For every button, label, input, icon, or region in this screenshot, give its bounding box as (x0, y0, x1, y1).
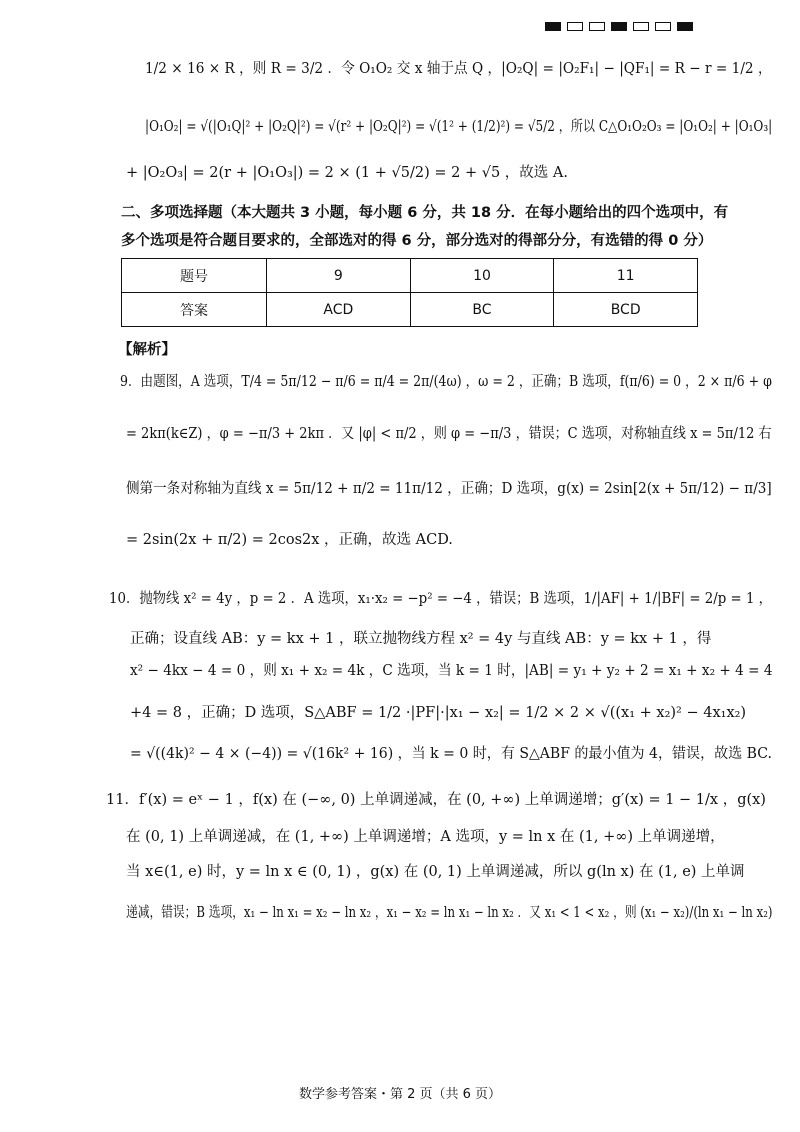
question-number: 9 (267, 259, 411, 293)
q10-line: 正确；设直线 AB：y = kx + 1 ，联立抛物线方程 x² = 4y 与直线 AB：y = kx + 1 ，得 (130, 631, 712, 647)
answer-cell: ACD (267, 293, 411, 327)
q9-line: = 2kπ(k∈Z) ，φ = −π/3 + 2kπ ．又 |φ| < π/2 ，则 φ = −π/3 ，错误；C 选项，对称轴直线 x = 5π/12 右 (126, 426, 772, 442)
q10-line: = √((4k)² − 4 × (−4)) = √(16k² + 16) ，当 k = 0 时，有 S△ABF 的最小值为 4，错误，故选 BC. (130, 746, 772, 762)
answer-cell: BC (410, 293, 554, 327)
question-number: 10 (410, 259, 554, 293)
analysis-label: 【解析】 (118, 342, 176, 358)
corner-mark (633, 22, 649, 31)
section2-title: 多个选项是符合题目要求的，全部选对的得 6 分，部分选对的得部分分，有选错的得 0 分） (121, 233, 713, 249)
q11-line: 递减，错误；B 选项，x₁ − ln x₁ = x₂ − ln x₂ ，x₁ − x₂ = ln x₁ − ln x₂ ．又 x₁ < 1 < x₂ ，则 (x₁ − x₂)/(ln x₁ − ln x₂) (126, 905, 773, 921)
q9-line: 侧第一条对称轴为直线 x = 5π/12 + π/2 = 11π/12 ，正确；D 选项，g(x) = 2sin[2(x + 5π/12) − π/3] (126, 481, 772, 497)
section2-title: 二、多项选择题（本大题共 3 小题，每小题 6 分，共 18 分．在每小题给出的四个选项中，有 (121, 205, 729, 221)
table-row (122, 259, 698, 293)
corner-mark (611, 22, 627, 31)
corner-mark (545, 22, 561, 31)
q9-line: 9．由题图，A 选项，T/4 = 5π/12 − π/6 = π/4 = 2π/(4ω) ，ω = 2 ，正确；B 选项，f(π/6) = 0 ，2 × π/6 + φ (120, 374, 772, 390)
corner-mark (589, 22, 605, 31)
intro-line: 1/2 × 16 × R ，则 R = 3/2 ．令 O₁O₂ 交 x 轴于点 Q ，|O₂Q| = |O₂F₁| − |QF₁| = R − r = 1/2 ， (145, 61, 772, 77)
corner-mark (655, 22, 671, 31)
intro-line: |O₁O₂| = √(|O₁Q|² + |O₂Q|²) = √(r² + |O₂Q|²) = √(1² + (1/2)²) = √5/2 ，所以 C△O₁O₂O₃ = |O₁O₂| + |O₁O₃| (145, 119, 773, 135)
q11-line: 11．f′(x) = eˣ − 1 ，f(x) 在 (−∞, 0) 上单调递减，在 (0, +∞) 上单调递增；g′(x) = 1 − 1/x ，g(x) (106, 792, 766, 808)
q11-line: 在 (0, 1) 上单调递减，在 (1, +∞) 上单调递增；A 选项，y = ln x 在 (1, +∞) 上单调递增， (126, 829, 725, 845)
table-answer-label: 答案 (122, 293, 267, 327)
q10-line: x² − 4kx − 4 = 0 ，则 x₁ + x₂ = 4k ，C 选项，当 k = 1 时，|AB| = y₁ + y₂ + 2 = x₁ + x₂ + 4 = 4 (130, 663, 773, 679)
q9-line: = 2sin(2x + π/2) = 2cos2x ，正确，故选 ACD. (126, 532, 453, 548)
table-row (122, 293, 698, 327)
q10-line: +4 = 8 ，正确；D 选项，S△ABF = 1/2 ·|PF|·|x₁ − x₂| = 1/2 × 2 × √((x₁ + x₂)² − 4x₁x₂) (130, 705, 747, 721)
answer-table (121, 258, 698, 327)
table-header-label: 题号 (122, 259, 267, 293)
page-footer: 数学参考答案・第 2 页（共 6 页） (298, 1087, 502, 1102)
intro-line: + |O₂O₃| = 2(r + |O₁O₃|) = 2 × (1 + √5/2) = 2 + √5 ，故选 A. (126, 165, 568, 181)
header-marks (545, 22, 693, 31)
question-number: 11 (554, 259, 698, 293)
corner-mark (567, 22, 583, 31)
corner-mark (677, 22, 693, 31)
answer-cell: BCD (554, 293, 698, 327)
q10-line: 10．抛物线 x² = 4y ，p = 2 ．A 选项，x₁·x₂ = −p² = −4 ，错误；B 选项，1/|AF| + 1/|BF| = 2/p = 1 ， (109, 591, 773, 607)
q11-line: 当 x∈(1, e) 时，y = ln x ∈ (0, 1) ，g(x) 在 (0, 1) 上单调递减，所以 g(ln x) 在 (1, e) 上单调 (126, 864, 745, 880)
